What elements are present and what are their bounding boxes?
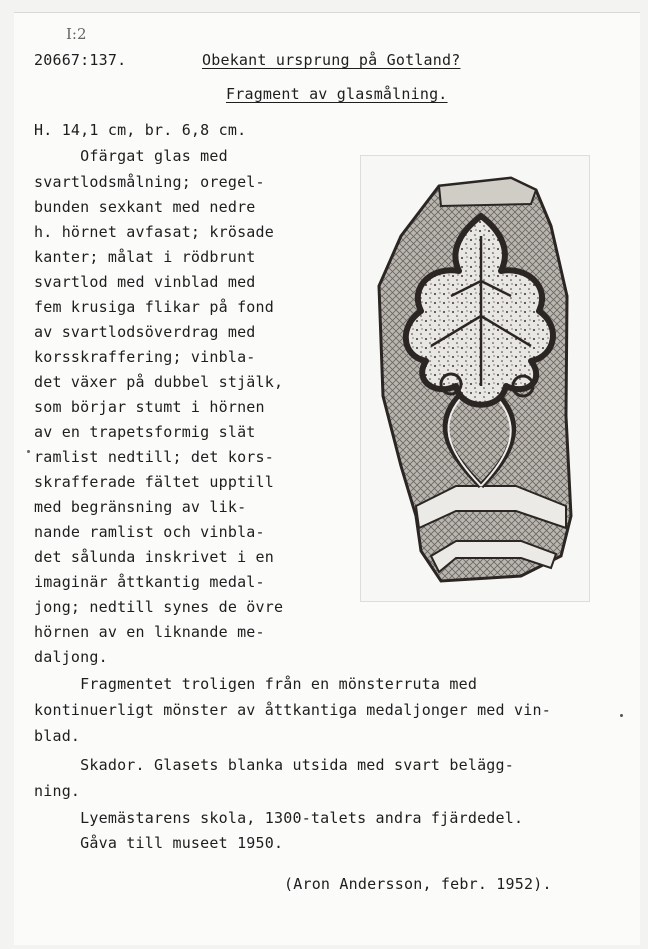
provenance-line: Lyemästarens skola, 1300-talets andra fjärdedel. [34, 809, 524, 827]
object-title: Fragment av glasmålning. [226, 85, 448, 103]
fragment-photo [360, 155, 590, 602]
description-line: imaginär åttkantig medal- [34, 573, 265, 591]
provenance-line: Skador. Glasets blanka utsida med svart belägg- [34, 756, 514, 774]
description-line: svartlodsmålning; oregel- [34, 173, 265, 191]
glass-fragment [379, 178, 571, 581]
description-line: kanter; målat i rödbrunt [34, 248, 256, 266]
origin-heading: Obekant ursprung på Gotland? [202, 51, 461, 69]
provenance-line: ning. [34, 782, 81, 800]
description-line: hörnen av en liknande me- [34, 623, 265, 641]
description-line: korsskraffering; vinbla- [34, 348, 256, 366]
description-line: h. hörnet avfasat; krösade [34, 223, 274, 241]
description-line: skrafferade fältet upptill [34, 473, 274, 491]
ink-dot [620, 714, 623, 717]
description-line: daljong. [34, 648, 108, 666]
ink-dot [27, 450, 30, 453]
description-line: det växer på dubbel stjälk, [34, 373, 284, 391]
provenance-line: kontinuerligt mönster av åttkantiga medaljonger med vin- [34, 701, 551, 719]
description-line: Ofärgat glas med [34, 147, 228, 165]
stained-glass-fragment-image [361, 156, 589, 601]
description-line: av en trapetsformig slät [34, 423, 256, 441]
provenance-line: blad. [34, 727, 81, 745]
description-line: jong; nedtill synes de övre [34, 598, 284, 616]
catalog-number: 20667:137. [34, 51, 127, 69]
dimensions: H. 14,1 cm, br. 6,8 cm. [34, 121, 247, 139]
signature: (Aron Andersson, febr. 1952). [284, 875, 552, 893]
description-line: nande ramlist och vinbla- [34, 523, 265, 541]
description-line: med begränsning av lik- [34, 498, 247, 516]
catalog-card [14, 12, 640, 945]
description-line: bunden sexkant med nedre [34, 198, 256, 216]
description-line: svartlod med vinblad med [34, 273, 256, 291]
provenance-line: Fragmentet troligen från en mönsterruta med [34, 675, 478, 693]
description-line: som börjar stumt i hörnen [34, 398, 265, 416]
description-line: fem krusiga flikar på fond [34, 298, 274, 316]
description-line: ramlist nedtill; det kors- [34, 448, 274, 466]
description-line: det sålunda inskrivet i en [34, 548, 274, 566]
pencil-note: I:2 [66, 25, 87, 43]
description-line: av svartlodsöverdrag med [34, 323, 256, 341]
provenance-line: Gåva till museet 1950. [34, 834, 284, 852]
